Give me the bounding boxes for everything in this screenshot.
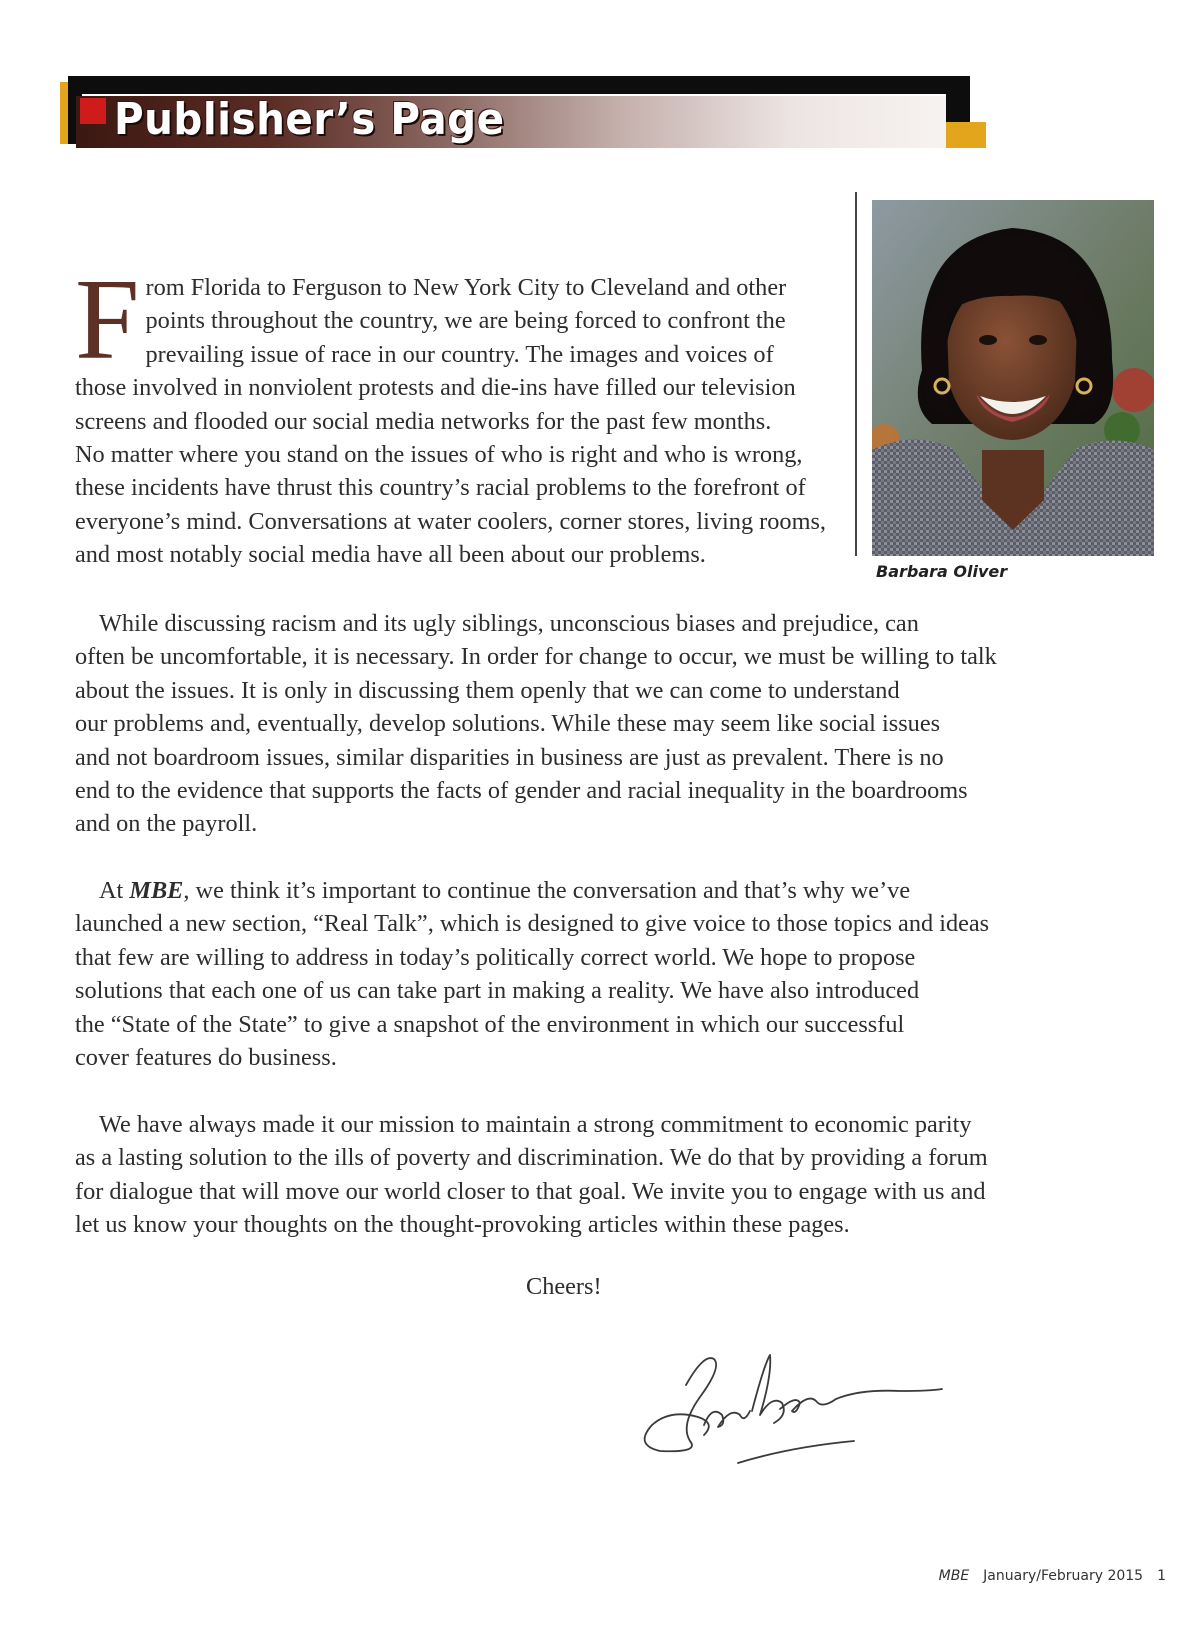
photo-caption: Barbara Oliver — [876, 562, 1008, 581]
banner-right-black-accent — [946, 76, 970, 122]
text-line: let us know your thoughts on the thought-provoking articles within these pages. — [75, 1211, 850, 1239]
text-fragment: At — [99, 877, 130, 904]
section-banner — [60, 76, 970, 148]
text-line: our problems and, eventually, develop solutions. While these may seem like social issues — [75, 710, 941, 738]
text-line: launched a new section, “Real Talk”, which is designed to give voice to those topics and ideas — [75, 910, 990, 938]
text-line: the “State of the State” to give a snapshot of the environment in which our successful — [75, 1010, 905, 1038]
text-line: cover features do business. — [75, 1044, 337, 1072]
footer-magazine: MBE — [938, 1568, 970, 1584]
text-line: about the issues. It is only in discussing them openly that we can come to understand — [75, 676, 900, 704]
text-line: and on the payroll. — [75, 810, 258, 838]
text-line: and most notably social media have all been about our problems. — [75, 541, 706, 569]
text-line: often be uncomfortable, it is necessary. In order for change to occur, we must be willing to talk — [75, 643, 997, 671]
banner-right-gold-accent — [946, 122, 986, 148]
text-line: No matter where you stand on the issues of who is right and who is wrong, — [75, 441, 803, 469]
text-line: While discussing racism and its ugly siblings, unconscious biases and prejudice, can — [99, 610, 919, 637]
drop-cap: F — [75, 256, 140, 384]
banner-top-bar — [68, 76, 970, 94]
text-line: those involved in nonviolent protests and die-ins have filled our television — [75, 374, 796, 402]
text-line: end to the evidence that supports the facts of gender and racial inequality in the boardrooms — [75, 777, 968, 805]
text-line: prevailing issue of race in our country. The images and voices of — [145, 340, 774, 368]
page-number: 1 — [1157, 1568, 1166, 1584]
footer-issue: January/February 2015 — [983, 1568, 1144, 1584]
paragraph-3 — [75, 874, 1075, 1074]
text-line: points throughout the country, we are being forced to confront the — [145, 307, 786, 335]
text-fragment: , we think it’s important to continue the conversation and that’s why we’ve — [183, 877, 911, 904]
text-line: for dialogue that will move our world closer to that goal. We invite you to engage with us and — [75, 1177, 986, 1205]
paragraph-2 — [75, 607, 1075, 841]
text-line: and not boardroom issues, similar disparities in business are just as prevalent. There is no — [75, 743, 944, 771]
photo-divider — [855, 192, 857, 556]
text-line: these incidents have thrust this country’s racial problems to the forefront of — [75, 474, 806, 502]
magazine-name: MBE — [129, 877, 184, 904]
text-line: that few are willing to address in today’s politically correct world. We hope to propose — [75, 943, 916, 971]
text-line: solutions that each one of us can take part in making a reality. We have also introduced — [75, 977, 920, 1005]
signature — [640, 1345, 960, 1475]
paragraph-1 — [75, 256, 845, 572]
text-line: We have always made it our mission to maintain a strong commitment to economic parity — [99, 1111, 972, 1138]
text-line: screens and flooded our social media networks for the past few months. — [75, 407, 772, 435]
text-line: rom Florida to Ferguson to New York City to Cleveland and other — [145, 274, 787, 301]
closing-text: Cheers! — [526, 1273, 602, 1300]
banner-red-square — [80, 98, 106, 124]
text-line — [75, 874, 1075, 907]
text-line: as a lasting solution to the ills of poverty and discrimination. We do that by providing a forum — [75, 1144, 988, 1172]
publisher-photo — [872, 200, 1154, 556]
text-line: everyone’s mind. Conversations at water coolers, corner stores, living rooms, — [75, 507, 826, 535]
paragraph-4 — [75, 1108, 1075, 1242]
page-title: Publisher’s Page — [114, 94, 505, 145]
page-footer — [939, 1568, 1166, 1584]
